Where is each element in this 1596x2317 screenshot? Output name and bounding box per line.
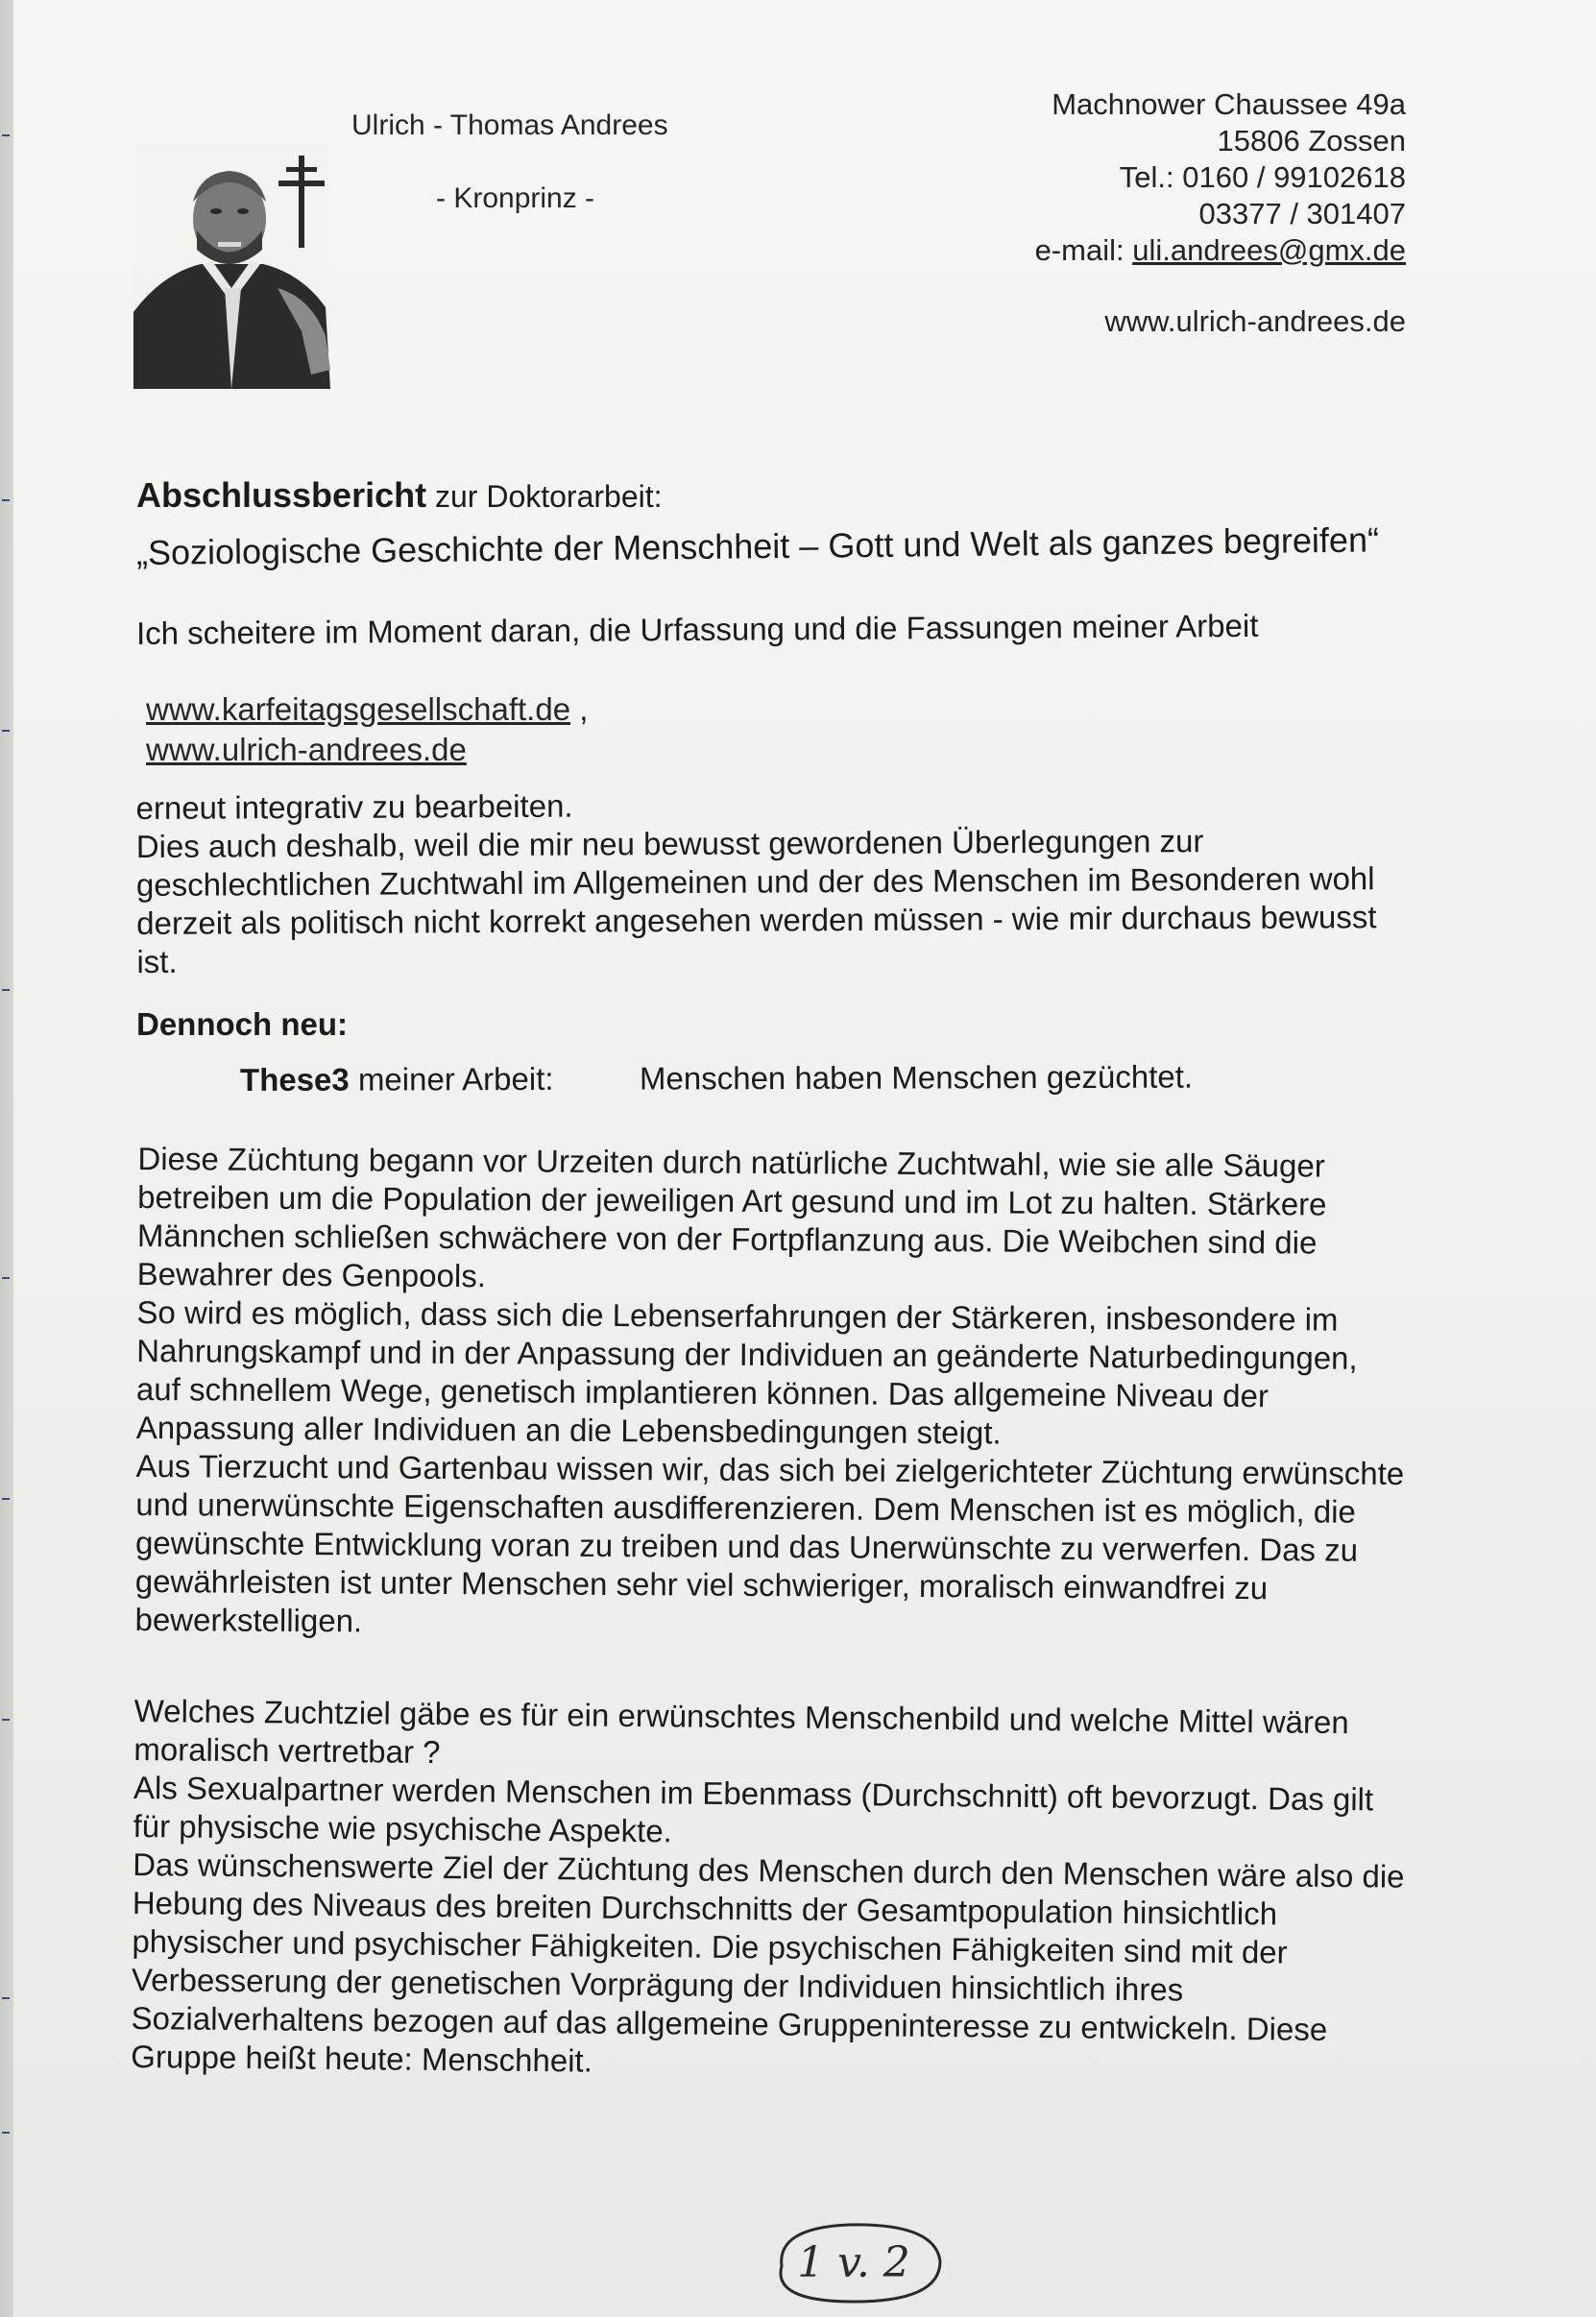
thesis-title: „Soziologische Geschichte der Menschheit – Gott und Welt als ganzes begreifen“ bbox=[135, 519, 1380, 572]
email-label: e-mail: bbox=[1034, 233, 1133, 267]
thesis-number: These3 bbox=[239, 1061, 350, 1098]
thesis-line bbox=[239, 1058, 1194, 1098]
text-line: ist. bbox=[136, 943, 178, 979]
phone-1: Tel.: 0160 / 99102618 bbox=[1119, 160, 1406, 194]
author-name: Ulrich - Thomas Andrees bbox=[351, 109, 668, 141]
text-line: Dies auch deshalb, weil die mir neu bewusst gewordenen Überlegungen zur bbox=[135, 823, 1204, 865]
text-line: Gruppe heißt heute: Menschheit. bbox=[131, 2038, 593, 2079]
link-karfeitagsgesellschaft[interactable]: www.karfeitagsgesellschaft.de bbox=[146, 691, 571, 727]
letter-page bbox=[13, 0, 1596, 2317]
text-line: physischer und psychischer Fähigkeiten. Die psychischen Fähigkeiten sind mit der bbox=[132, 1922, 1288, 1970]
intro-text: Ich scheitere im Moment daran, die Urfassung und die Fassungen meiner Arbeit bbox=[135, 607, 1259, 651]
text-line: gewünschte Entwicklung voran zu treiben und das Unerwünschte zu verwerfen. Das zu bbox=[134, 1524, 1359, 1568]
subheading-dennoch: Dennoch neu: bbox=[136, 1006, 348, 1042]
report-heading-rest: zur Doktorarbeit: bbox=[426, 479, 663, 514]
phone-2: 03377 / 301407 bbox=[1198, 197, 1406, 230]
author-title: - Kronprinz - bbox=[436, 182, 595, 214]
text-line: gewährleisten ist unter Menschen sehr viel schwieriger, moralisch einwandfrei zu bbox=[134, 1562, 1269, 1606]
email-line bbox=[907, 232, 1406, 269]
text-line: Verbesserung der genetischen Vorprägung der Individuen hinsichtlich ihres bbox=[131, 1961, 1184, 2008]
thesis-label: meiner Arbeit: bbox=[349, 1060, 554, 1098]
text-line: Männchen schließen schwächere von der Fortpflanzung aus. Die Weibchen sind die bbox=[136, 1218, 1318, 1261]
text-line: Sozialverhaltens bezogen auf das allgemeine Gruppeninteresse zu entwickeln. Diese bbox=[131, 1999, 1328, 2047]
text-line: Diese Züchtung begann vor Urzeiten durch natürliche Zuchtwahl, wie sie alle Säuger bbox=[137, 1141, 1325, 1184]
text-line: Das wünschenswerte Ziel der Züchtung des Menschen durch den Menschen wäre also die bbox=[133, 1846, 1405, 1895]
paragraph-1 bbox=[135, 782, 1538, 981]
thesis-statement: Menschen haben Menschen gezüchtet. bbox=[639, 1058, 1194, 1097]
text-line: Anpassung aller Individuen an die Lebensbedingungen steigt. bbox=[135, 1409, 1002, 1451]
text-line: auf schnellem Wege, genetisch implantieren können. Das allgemeine Niveau der bbox=[135, 1371, 1270, 1414]
paragraph-3 bbox=[131, 1692, 1575, 2089]
text-line: Aus Tierzucht und Gartenbau wissen wir, das sich bei zielgerichteter Züchtung erwünschte bbox=[135, 1447, 1405, 1492]
text-line: für physische wie psychische Aspekte. bbox=[133, 1808, 673, 1849]
link-list bbox=[146, 689, 588, 770]
text-line: Bewahrer des Genpools. bbox=[136, 1256, 487, 1294]
link-ulrich-andrees[interactable]: www.ulrich-andrees.de bbox=[146, 732, 467, 767]
cross-icon bbox=[273, 154, 330, 250]
report-heading bbox=[136, 475, 663, 516]
report-heading-bold: Abschlussbericht bbox=[136, 475, 427, 515]
email-link[interactable]: uli.andrees@gmx.de bbox=[1132, 233, 1406, 267]
page-note-text: 1 v. 2 bbox=[797, 2238, 910, 2287]
text-line: geschlechtlichen Zuchtwahl im Allgemeinen und der des Menschen im Besonderen wohl bbox=[135, 860, 1375, 903]
text-line: bewerkstelligen. bbox=[134, 1601, 363, 1639]
binder-edge bbox=[0, 0, 13, 2317]
website-link[interactable]: www.ulrich-andrees.de bbox=[1104, 304, 1406, 338]
link-separator: , bbox=[570, 691, 589, 727]
text-line: Welches Zuchtziel gäbe es für ein erwünschtes Menschenbild und welche Mittel wären bbox=[133, 1693, 1349, 1741]
handwritten-page-note bbox=[753, 2213, 955, 2309]
text-line: betreiben um die Population der jeweiligen Art gesund und im Lot zu halten. Stärkere bbox=[137, 1179, 1327, 1222]
text-line: So wird es möglich, dass sich die Lebenserfahrungen der Stärkeren, insbesondere im bbox=[136, 1294, 1339, 1338]
text-line: derzeit als politisch nicht korrekt angesehen werden müssen - wie mir durchaus bewusst bbox=[136, 899, 1377, 941]
text-line: Als Sexualpartner werden Menschen im Ebenmass (Durchschnitt) oft bevorzugt. Das gilt bbox=[133, 1770, 1374, 1818]
text-line: erneut integrativ zu bearbeiten. bbox=[135, 787, 573, 827]
text-line: Hebung des Niveaus des breiten Durchschnitts der Gesamtpopulation hinsichtlich bbox=[132, 1885, 1278, 1932]
address-street: Machnower Chaussee 49a bbox=[1052, 87, 1406, 121]
text-line: und unerwünschte Eigenschaften ausdifferenzieren. Dem Menschen ist es möglich, die bbox=[135, 1485, 1356, 1530]
address-block bbox=[907, 86, 1406, 340]
paragraph-2 bbox=[134, 1140, 1559, 1648]
address-city: 15806 Zossen bbox=[1217, 124, 1406, 157]
text-line: moralisch vertretbar ? bbox=[133, 1731, 441, 1771]
text-line: Nahrungskampf und in der Anpassung der Individuen an geänderte Naturbedingungen, bbox=[136, 1333, 1358, 1376]
